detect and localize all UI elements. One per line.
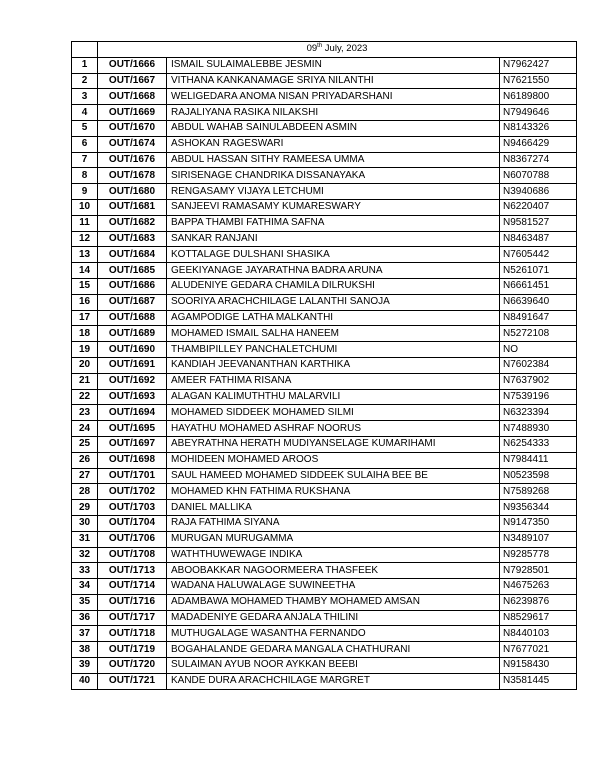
reference-number: OUT/1684 — [98, 247, 167, 263]
person-name: THAMBIPILLEY PANCHALETCHUMI — [167, 342, 500, 358]
row-number: 14 — [72, 263, 98, 279]
reference-number: OUT/1714 — [98, 579, 167, 595]
person-name: RAJA FATHIMA SIYANA — [167, 515, 500, 531]
date-header — [98, 42, 577, 58]
id-number: N9285778 — [500, 547, 577, 563]
table-row — [72, 73, 577, 89]
id-number: N6639640 — [500, 294, 577, 310]
table-row — [72, 626, 577, 642]
reference-number: OUT/1682 — [98, 215, 167, 231]
table-row — [72, 373, 577, 389]
id-number: N7677021 — [500, 642, 577, 658]
row-number: 22 — [72, 389, 98, 405]
row-number: 19 — [72, 342, 98, 358]
row-number: 8 — [72, 168, 98, 184]
table-row — [72, 484, 577, 500]
reference-number: OUT/1686 — [98, 278, 167, 294]
id-number: N0523598 — [500, 468, 577, 484]
row-number: 31 — [72, 531, 98, 547]
row-number: 3 — [72, 89, 98, 105]
person-name: WELIGEDARA ANOMA NISAN PRIYADARSHANI — [167, 89, 500, 105]
reference-number: OUT/1678 — [98, 168, 167, 184]
person-name: ALAGAN KALIMUTHTHU MALARVILI — [167, 389, 500, 405]
id-number: N3489107 — [500, 531, 577, 547]
reference-number: OUT/1688 — [98, 310, 167, 326]
reference-number: OUT/1713 — [98, 563, 167, 579]
row-number: 2 — [72, 73, 98, 89]
table-row — [72, 215, 577, 231]
reference-number: OUT/1689 — [98, 326, 167, 342]
row-number: 12 — [72, 231, 98, 247]
table-row — [72, 421, 577, 437]
reference-number: OUT/1692 — [98, 373, 167, 389]
table-row — [72, 57, 577, 73]
row-number: 20 — [72, 357, 98, 373]
table-row — [72, 610, 577, 626]
row-number: 34 — [72, 579, 98, 595]
person-name: ADAMBAWA MOHAMED THAMBY MOHAMED AMSAN — [167, 594, 500, 610]
row-number: 9 — [72, 184, 98, 200]
person-name: KOTTALAGE DULSHANI SHASIKA — [167, 247, 500, 263]
person-name: ABDUL WAHAB SAINULABDEEN ASMIN — [167, 120, 500, 136]
id-number: N3940686 — [500, 184, 577, 200]
table-row — [72, 673, 577, 689]
table-row — [72, 184, 577, 200]
table-row — [72, 405, 577, 421]
table-row — [72, 294, 577, 310]
person-name: HAYATHU MOHAMED ASHRAF NOORUS — [167, 421, 500, 437]
row-number: 21 — [72, 373, 98, 389]
table-row — [72, 563, 577, 579]
person-name: DANIEL MALLIKA — [167, 500, 500, 516]
id-number: N8143326 — [500, 120, 577, 136]
id-number: NO — [500, 342, 577, 358]
table-row — [72, 105, 577, 121]
table-row — [72, 579, 577, 595]
reference-number: OUT/1701 — [98, 468, 167, 484]
person-name: AMEER FATHIMA RISANA — [167, 373, 500, 389]
table-row — [72, 326, 577, 342]
row-number: 10 — [72, 199, 98, 215]
id-number: N6189800 — [500, 89, 577, 105]
reference-number: OUT/1694 — [98, 405, 167, 421]
table-row — [72, 120, 577, 136]
row-number: 30 — [72, 515, 98, 531]
reference-number: OUT/1708 — [98, 547, 167, 563]
id-number: N7962427 — [500, 57, 577, 73]
id-number: N9147350 — [500, 515, 577, 531]
person-name: ABDUL HASSAN SITHY RAMEESA UMMA — [167, 152, 500, 168]
reference-number: OUT/1685 — [98, 263, 167, 279]
id-number: N6254333 — [500, 436, 577, 452]
person-name: ISMAIL SULAIMALEBBE JESMIN — [167, 57, 500, 73]
row-number: 6 — [72, 136, 98, 152]
id-number: N9356344 — [500, 500, 577, 516]
reference-number: OUT/1693 — [98, 389, 167, 405]
row-number: 40 — [72, 673, 98, 689]
row-number: 39 — [72, 658, 98, 674]
person-name: SULAIMAN AYUB NOOR AYKKAN BEEBI — [167, 658, 500, 674]
id-number: N7637902 — [500, 373, 577, 389]
person-name: MADADENIYE GEDARA ANJALA THILINI — [167, 610, 500, 626]
reference-number: OUT/1669 — [98, 105, 167, 121]
reference-number: OUT/1702 — [98, 484, 167, 500]
row-number: 28 — [72, 484, 98, 500]
table-row — [72, 263, 577, 279]
table-body — [72, 42, 577, 690]
reference-number: OUT/1683 — [98, 231, 167, 247]
person-name: MUTHUGALAGE WASANTHA FERNANDO — [167, 626, 500, 642]
reference-number: OUT/1668 — [98, 89, 167, 105]
row-number: 23 — [72, 405, 98, 421]
person-name: RENGASAMY VIJAYA LETCHUMI — [167, 184, 500, 200]
person-name: WADANA HALUWALAGE SUWINEETHA — [167, 579, 500, 595]
row-number: 16 — [72, 294, 98, 310]
date-header-spacer — [72, 42, 98, 58]
row-number: 7 — [72, 152, 98, 168]
row-number: 37 — [72, 626, 98, 642]
person-name: WATHTHUWEWAGE INDIKA — [167, 547, 500, 563]
name-list-table — [71, 41, 577, 690]
table-row — [72, 389, 577, 405]
person-name: VITHANA KANKANAMAGE SRIYA NILANTHI — [167, 73, 500, 89]
id-number: N7488930 — [500, 421, 577, 437]
reference-number: OUT/1691 — [98, 357, 167, 373]
row-number: 38 — [72, 642, 98, 658]
id-number: N7605442 — [500, 247, 577, 263]
row-number: 15 — [72, 278, 98, 294]
person-name: MOHIDEEN MOHAMED AROOS — [167, 452, 500, 468]
table-row — [72, 452, 577, 468]
id-number: N7928501 — [500, 563, 577, 579]
id-number: N8367274 — [500, 152, 577, 168]
person-name: KANDIAH JEEVANANTHAN KARTHIKA — [167, 357, 500, 373]
id-number: N7539196 — [500, 389, 577, 405]
reference-number: OUT/1690 — [98, 342, 167, 358]
reference-number: OUT/1719 — [98, 642, 167, 658]
reference-number: OUT/1704 — [98, 515, 167, 531]
table-row — [72, 436, 577, 452]
row-number: 35 — [72, 594, 98, 610]
reference-number: OUT/1667 — [98, 73, 167, 89]
person-name: AGAMPODIGE LATHA MALKANTHI — [167, 310, 500, 326]
reference-number: OUT/1717 — [98, 610, 167, 626]
person-name: SOORIYA ARACHCHILAGE LALANTHI SANOJA — [167, 294, 500, 310]
person-name: SAUL HAMEED MOHAMED SIDDEEK SULAIHA BEE BE — [167, 468, 500, 484]
reference-number: OUT/1697 — [98, 436, 167, 452]
person-name: SANJEEVI RAMASAMY KUMARESWARY — [167, 199, 500, 215]
person-name: BOGAHALANDE GEDARA MANGALA CHATHURANI — [167, 642, 500, 658]
table-row — [72, 357, 577, 373]
reference-number: OUT/1676 — [98, 152, 167, 168]
reference-number: OUT/1721 — [98, 673, 167, 689]
table-row — [72, 642, 577, 658]
person-name: MOHAMED SIDDEEK MOHAMED SILMI — [167, 405, 500, 421]
reference-number: OUT/1680 — [98, 184, 167, 200]
person-name: ABOOBAKKAR NAGOORMEERA THASFEEK — [167, 563, 500, 579]
reference-number: OUT/1718 — [98, 626, 167, 642]
table-row — [72, 342, 577, 358]
date-rest: July, 2023 — [322, 43, 368, 55]
person-name: KANDE DURA ARACHCHILAGE MARGRET — [167, 673, 500, 689]
reference-number: OUT/1698 — [98, 452, 167, 468]
id-number: N7984411 — [500, 452, 577, 468]
id-number: N6239876 — [500, 594, 577, 610]
table-row — [72, 515, 577, 531]
id-number: N6661451 — [500, 278, 577, 294]
row-number: 18 — [72, 326, 98, 342]
id-number: N5261071 — [500, 263, 577, 279]
id-number: N7589268 — [500, 484, 577, 500]
date-day: 09 — [306, 43, 318, 55]
row-number: 36 — [72, 610, 98, 626]
date-suffix: th — [317, 43, 323, 50]
reference-number: OUT/1706 — [98, 531, 167, 547]
table-row — [72, 500, 577, 516]
row-number: 11 — [72, 215, 98, 231]
reference-number: OUT/1670 — [98, 120, 167, 136]
table-row — [72, 136, 577, 152]
row-number: 26 — [72, 452, 98, 468]
id-number: N7621550 — [500, 73, 577, 89]
table-row — [72, 168, 577, 184]
row-number: 13 — [72, 247, 98, 263]
table-row — [72, 468, 577, 484]
id-number: N6323394 — [500, 405, 577, 421]
person-name: MOHAMED KHN FATHIMA RUKSHANA — [167, 484, 500, 500]
row-number: 24 — [72, 421, 98, 437]
row-number: 1 — [72, 57, 98, 73]
table-row — [72, 547, 577, 563]
row-number: 29 — [72, 500, 98, 516]
id-number: N3581445 — [500, 673, 577, 689]
person-name: GEEKIYANAGE JAYARATHNA BADRA ARUNA — [167, 263, 500, 279]
id-number: N8463487 — [500, 231, 577, 247]
id-number: N7602384 — [500, 357, 577, 373]
person-name: ASHOKAN RAGESWARI — [167, 136, 500, 152]
reference-number: OUT/1687 — [98, 294, 167, 310]
table-row — [72, 531, 577, 547]
row-number: 32 — [72, 547, 98, 563]
row-number: 17 — [72, 310, 98, 326]
id-number: N5272108 — [500, 326, 577, 342]
person-name: MOHAMED ISMAIL SALHA HANEEM — [167, 326, 500, 342]
id-number: N4675263 — [500, 579, 577, 595]
row-number: 4 — [72, 105, 98, 121]
reference-number: OUT/1695 — [98, 421, 167, 437]
row-number: 25 — [72, 436, 98, 452]
table-row — [72, 231, 577, 247]
person-name: SANKAR RANJANI — [167, 231, 500, 247]
row-number: 5 — [72, 120, 98, 136]
reference-number: OUT/1666 — [98, 57, 167, 73]
table-row — [72, 278, 577, 294]
table-row — [72, 310, 577, 326]
person-name: ALUDENIYE GEDARA CHAMILA DILRUKSHI — [167, 278, 500, 294]
id-number: N9158430 — [500, 658, 577, 674]
table-row — [72, 199, 577, 215]
person-name: ABEYRATHNA HERATH MUDIYANSELAGE KUMARIHAMI — [167, 436, 500, 452]
table-row — [72, 152, 577, 168]
person-name: BAPPA THAMBI FATHIMA SAFNA — [167, 215, 500, 231]
reference-number: OUT/1720 — [98, 658, 167, 674]
reference-number: OUT/1716 — [98, 594, 167, 610]
table-row — [72, 658, 577, 674]
person-name: SIRISENAGE CHANDRIKA DISSANAYAKA — [167, 168, 500, 184]
id-number: N9466429 — [500, 136, 577, 152]
id-number: N8529617 — [500, 610, 577, 626]
id-number: N7949646 — [500, 105, 577, 121]
table-row — [72, 89, 577, 105]
person-name: MURUGAN MURUGAMMA — [167, 531, 500, 547]
id-number: N6070788 — [500, 168, 577, 184]
id-number: N6220407 — [500, 199, 577, 215]
reference-number: OUT/1674 — [98, 136, 167, 152]
reference-number: OUT/1703 — [98, 500, 167, 516]
row-number: 33 — [72, 563, 98, 579]
person-name: RAJALIYANA RASIKA NILAKSHI — [167, 105, 500, 121]
id-number: N8491647 — [500, 310, 577, 326]
table-row — [72, 594, 577, 610]
id-number: N8440103 — [500, 626, 577, 642]
id-number: N9581527 — [500, 215, 577, 231]
table-row — [72, 247, 577, 263]
reference-number: OUT/1681 — [98, 199, 167, 215]
date-header-row — [72, 42, 577, 58]
row-number: 27 — [72, 468, 98, 484]
